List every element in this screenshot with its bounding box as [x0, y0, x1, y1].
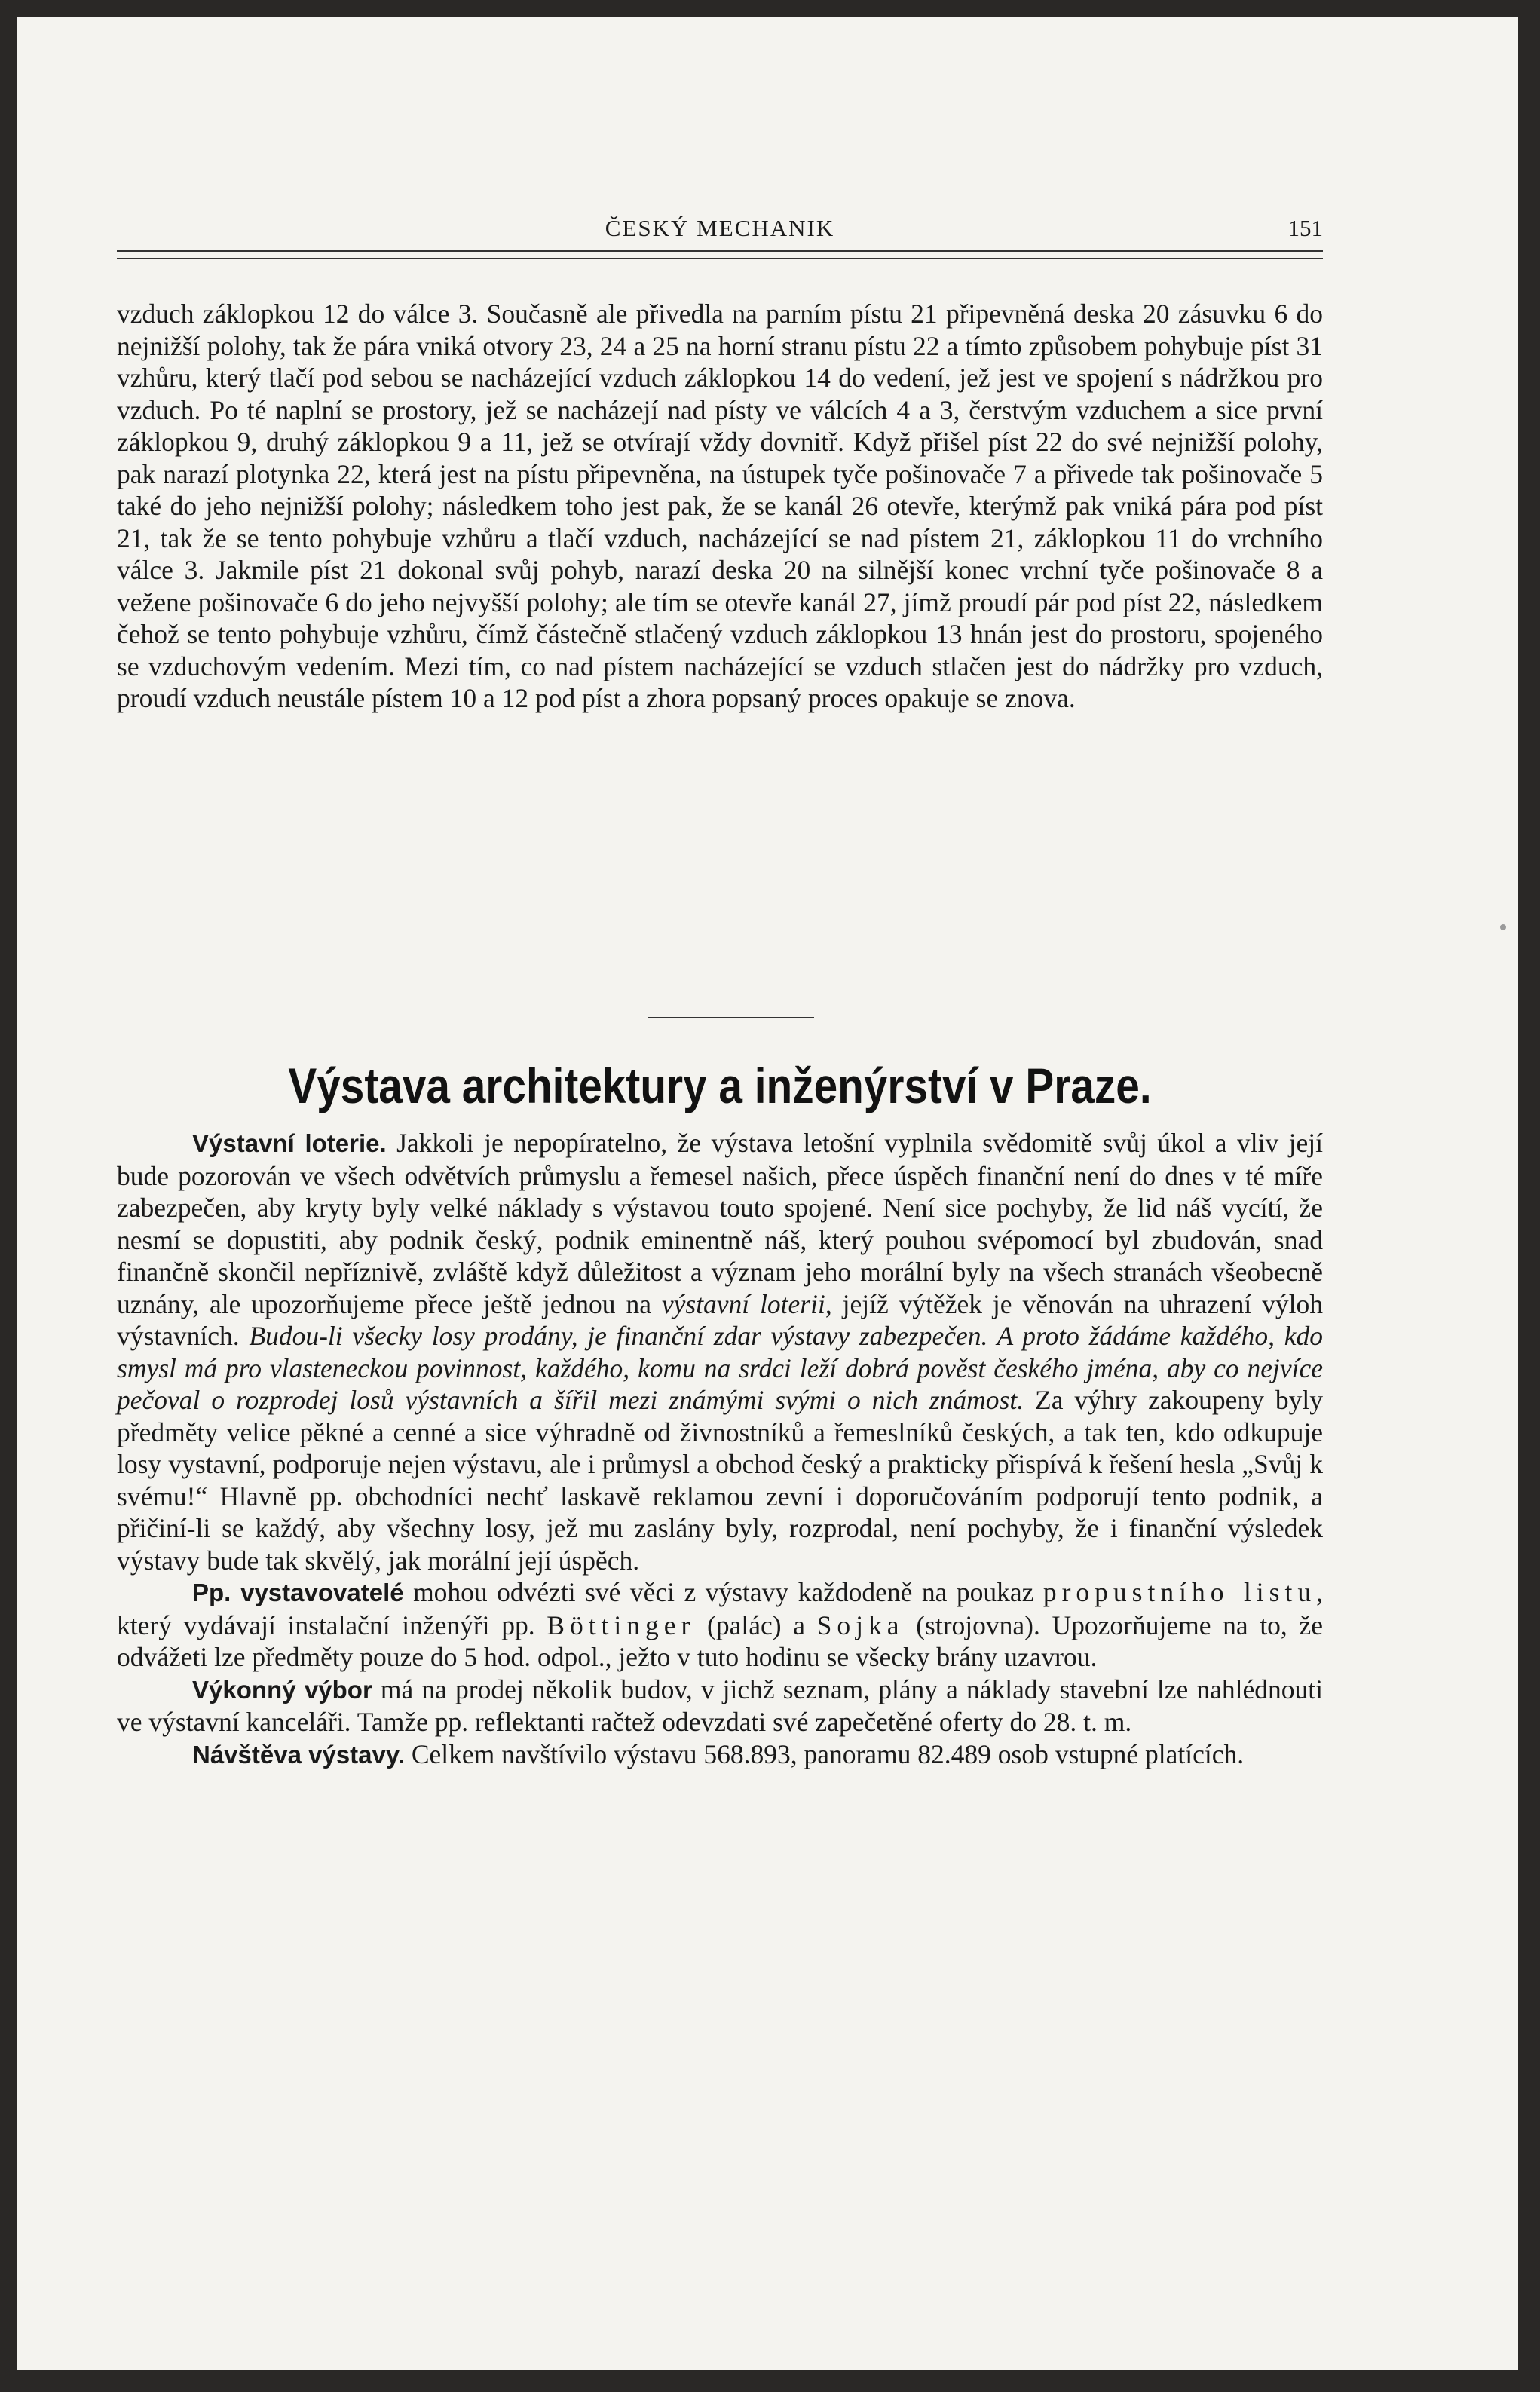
running-title: ČESKÝ MECHANIK [605, 215, 835, 241]
paragraph-lead: Výkonný výbor [192, 1675, 372, 1704]
paragraph-lottery [117, 1127, 1323, 1576]
header-rule [117, 250, 1323, 252]
italic-text: Budou-li všecky losy prodány, je finanční zdar výstavy zabezpečen. A proto žádáme každého, kdo smysl má pro vlasteneckou povinnost, každého, komu na srdci leží dobrá pověst českého jména, aby co nejvíce pečoval o rozprodej losů výstavních a šířil mezi známými svými o nich známost. [117, 1321, 1323, 1415]
paragraph-text: (palác) a [695, 1609, 817, 1640]
paragraph-text: vzduch záklopkou 12 do válce 3. Současně ale přivedla na parním pístu 21 připevněná deska 20 zásuvku 6 do nejnižší polohy, tak že pára vniká otvory 23, 24 a 25 na horní stranu pístu 22 a tímto způsobem pohybuje píst 31 vzhůru, který tlačí pod sebou se nacházející vzduch záklopkou 14 do vedení, jež jest ve spojení s nádržkou pro vzduch. Po té naplní se prostory, jež se nacházejí nad písty ve válcích 4 a 3, čerstvým vzduchem a sice první záklopkou 9, druhý záklopkou 9 a 11, jež se otvírají vždy dovnitř. Když přišel píst 22 do své nejnižší polohy, pak narazí plotynka 22, která jest na pístu připevněna, na ústupek tyče pošinovače 7 a přivede tak pošinovače 5 také do jeho nejnižší polohy; následkem toho jest pak, že se kanál 26 otevře, kterýmž pak vniká pára pod píst 21, tak že se tento pohybuje vzhůru a tlačí vzduch, nacházející se nad pístem 21, záklopkou 11 do vrchního válce 3. Jakmile píst 21 dokonal svůj pohyb, narazí deska 20 na silnější konec vrchní tyče pošinovače 8 a vežene pošinovače 6 do jeho nejvyšší polohy; ale tím se otevře kanál 27, jímž proudí pár pod píst 22, následkem čehož se tento pohybuje vzhůru, čímž částečně stlačený vzduch záklopkou 13 hnán jest do prostoru, spojeného se vzduchovým vedením. Mezi tím, co nad pístem nacházející se vzduch stlačen jest do nádržky pro vzduch, proudí vzduch neustále pístem 10 a 12 pod píst a zhora popsaný proces opakuje se znova. [117, 299, 1323, 713]
paragraph-lead: Návštěva výstavy. [192, 1740, 405, 1769]
paragraph-attendance [117, 1738, 1323, 1772]
section-title: Výstava architektury a inženýrství v Praze. [288, 1058, 1152, 1113]
paper-spot [1500, 924, 1506, 930]
spaced-text: Böttinger [547, 1609, 696, 1640]
spaced-text: Sojka [816, 1609, 905, 1640]
paragraph-text: Za výhry zakoupeny byly předměty velice pěkné a cenné a sice výhradně od živnostníků a řemeslníků českých, a tak ten, kdo odkupuje losy vystavní, podporuje nejen výstavu, ale i průmysl a obchod český a prakticky přispívá k řešení hesla „Svůj k svému!“ Hlavně pp. obchodníci nechť laskavě reklamou zevní i doporučováním podporují tento podnik, a přičiní-li se každý, aby všechny losy, jež mu zaslány byly, rozprodal, není pochyby, že i finanční výsledek výstavy bude tak skvělý, jak morální její úspěch. [117, 1385, 1323, 1576]
article-body [117, 1127, 1323, 1771]
paragraph-lead: Pp. vystavovatelé [192, 1579, 404, 1606]
italic-text: výstavní loterii [661, 1288, 825, 1319]
paragraph-lead: Výstavní loterie. [192, 1129, 387, 1157]
paragraph-committee [117, 1674, 1323, 1738]
paragraph-text: má na prodej několik budov, v jichž seznam, plány a náklady stavební lze nahlédnouti ve výstavní kanceláři. Tamže pp. reflektanti račtež odevzdati své zapečetěné oferty do 28. t. m. [117, 1674, 1324, 1737]
page-number: 151 [1287, 215, 1323, 241]
section-separator [648, 1017, 814, 1018]
paragraph-text: Celkem navštívilo výstavu 568.893, panoramu 82.489 osob vstupné platících. [404, 1738, 1245, 1769]
paragraph-exhibitors [117, 1576, 1323, 1674]
header-rule-thin [117, 258, 1323, 259]
paragraph-text: , který vydávají instalační inženýři pp. [117, 1577, 1323, 1640]
paragraph-text: Jakkoli je nepopíratelno, že výstava letošní vyplnila svědomitě svůj úkol a vliv její bude pozorován ve všech odvětvích průmyslu a řemesel našich, přece úspěch finanční není do dnes v té míře zabezpečen, aby kryty byly velké náklady s výstavou touto spojené. Není sice pochyby, že lid náš vycítí, že nesmí se dopustiti, aby podnik český, podnik eminentně náš, který pouhou svépomocí byl zbudován, snad finančně skončil nepříznivě, zvláště když důležitost a význam jeho morální byly na všech stranách všeobecně uznány, ale upozorňujeme přece ještě jednou na [117, 1128, 1323, 1319]
body-paragraph-continuation [117, 298, 1323, 715]
paragraph-text: mohou odvézti své věci z výstavy každodeně na poukaz [403, 1577, 1043, 1607]
paragraph-text: (strojovna). Upozorňujeme na to, že odvážeti lze předměty pouze do 5 hod. odpol., ježto v tuto hodinu se všecky brány uzavrou. [117, 1609, 1323, 1672]
page-header [117, 215, 1323, 253]
spaced-text: propustního listu [1042, 1577, 1317, 1607]
paragraph-text: , jejíž výtěžek je věnován na uhrazení výloh výstavních. [117, 1288, 1323, 1351]
